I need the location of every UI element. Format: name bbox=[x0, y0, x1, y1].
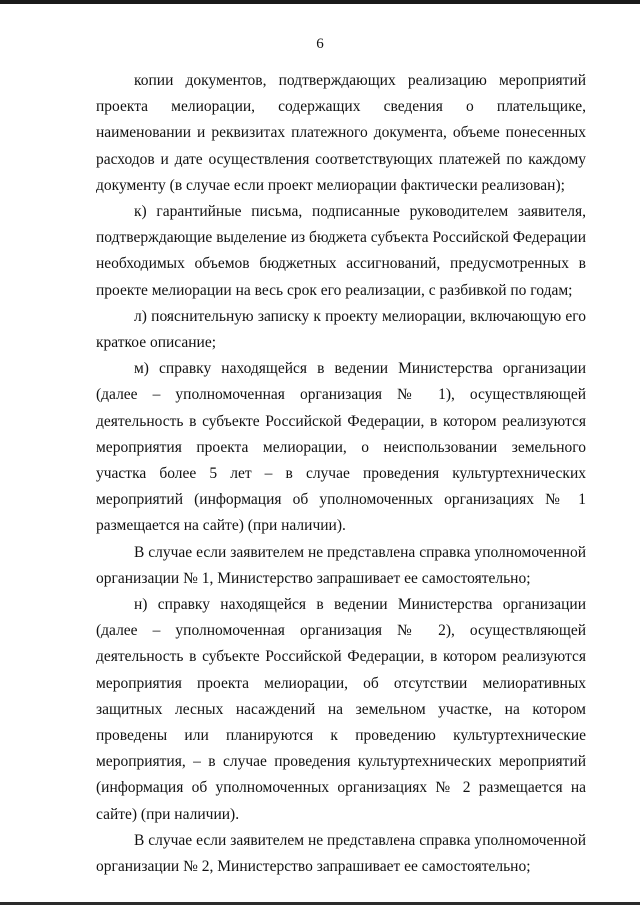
paragraph-organization-1-note: В случае если заявителем не представлена справка уполномоченной организации № 1, Министерство запрашивает ее самостоятельно; bbox=[96, 543, 586, 587]
paragraph-item-l: л) пояснительную записку к проекту мелиорации, включающую его краткое описание; bbox=[96, 307, 586, 352]
paragraph-organization-2-note: В случае если заявителем не представлена справка уполномоченной организации № 2, Министерство запрашивает ее самостоятельно; bbox=[96, 831, 586, 876]
paragraph-item-k: к) гарантийные письма, подписанные руководителем заявителя, подтверждающие выделение из бюджета субъекта Российской Федерации необходимых объемов бюджетных ассигнований, предусмотренных в проекте мелиорации на весь срок его реализации, с разбивкой по годам; bbox=[96, 203, 586, 299]
document-body bbox=[96, 68, 586, 880]
paragraph-item-n: н) справку находящейся в ведении Министерства организации (далее – уполномоченная организация № 2), осуществляющей деятельность в субъекте Российской Федерации, в котором реализуются мероприятия проекта мелиорации, об отсутствии мелиоративных защитных лесных насаждений на земельном участке, на котором проведены или планируются к проведению культуртехнические мероприятия, – в случае проведения культуртехнических мероприятий (информация об уполномоченных организациях № 2 размещается на сайте) (при наличии). bbox=[96, 596, 586, 823]
paragraph-item-m: м) справку находящейся в ведении Министерства организации (далее – уполномоченная организация № 1), осуществляющей деятельность в субъекте Российской Федерации, в котором реализуются мероприятия проекта мелиорации, о неиспользовании земельного участка более 5 лет – в случае проведения культуртехнических мероприятий (информация об уполномоченных организациях № 1 размещается на сайте) (при наличии). bbox=[96, 360, 586, 535]
page-number: 6 bbox=[316, 36, 324, 52]
paragraph-copies-of-documents: копии документов, подтверждающих реализацию мероприятий проекта мелиорации, содержащих сведения о плательщике, наименовании и реквизитах платежного документа, объеме понесенных расходов и дате осуществления соответствующих платежей по каждому документу (в случае если проект мелиорации фактически реализован); bbox=[96, 72, 586, 194]
